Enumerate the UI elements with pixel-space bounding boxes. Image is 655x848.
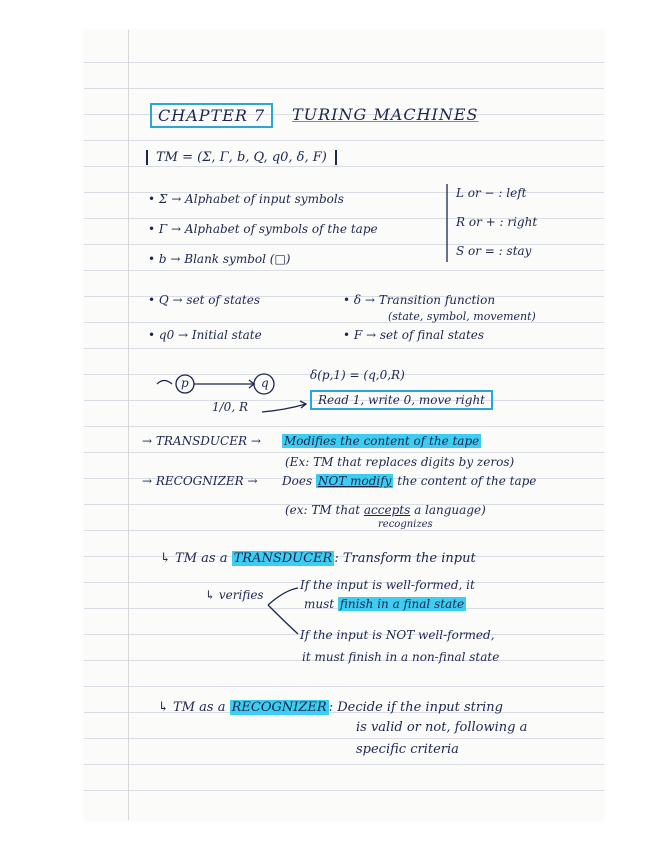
nwf-line2: it must finish in a non-final state	[302, 650, 500, 664]
symbol-gamma: • Γ → Alphabet of symbols of the tape	[148, 222, 378, 236]
states-f: • F → set of final states	[343, 328, 485, 342]
tm-verifies: ↳ verifies	[205, 588, 264, 602]
state-q-label: q	[261, 376, 269, 390]
symbol-sigma: • Σ → Alphabet of input symbols	[148, 192, 344, 206]
verifies-branch-down	[268, 605, 298, 634]
recognizer-example-note: recognizes	[378, 519, 433, 530]
tm-transducer-pre: ↳ TM as a	[160, 551, 228, 566]
state-p-label: p	[181, 376, 189, 390]
recognizer-example-accepts: accepts	[363, 503, 411, 517]
tm-recognizer-pre: ↳ TM as a	[158, 700, 226, 715]
move-left: L or − : left	[456, 186, 527, 200]
recognizer-desc-pre: Does	[282, 474, 313, 488]
transducer-label: → TRANSDUCER →	[142, 434, 261, 448]
transducer-example: (Ex: TM that replaces digits by zeros)	[285, 455, 515, 469]
states-q0: • q0 → Initial state	[148, 328, 262, 342]
chapter-label: CHAPTER 7	[150, 103, 273, 128]
states-delta-note: (state, symbol, movement)	[388, 310, 536, 323]
transition-meaning: Read 1, write 0, move right	[310, 390, 493, 410]
tm-recognizer-post: : Decide if the input string	[328, 700, 503, 715]
transducer-desc: Modifies the content of the tape	[284, 434, 480, 448]
tm-definition: TM = (Σ, Γ, b, Q, q0, δ, F)	[146, 150, 337, 165]
recognizer-example-pre: (ex: TM that	[285, 503, 361, 517]
symbol-blank: • b → Blank symbol (□)	[148, 252, 291, 266]
transition-formula: δ(p,1) = (q,0,R)	[310, 368, 405, 382]
tm-transducer-key: TRANSDUCER	[233, 551, 333, 566]
nwf-line1: If the input is NOT well-formed,	[300, 628, 495, 642]
wf-line1: If the input is well-formed, it	[300, 578, 475, 592]
edge-label: 1/0, R	[212, 400, 248, 414]
tm-recognizer-line2: is valid or not, following a	[356, 720, 528, 735]
wf-line2-hl: finish in a final state	[339, 597, 465, 611]
wf-line2-pre: must	[304, 597, 335, 611]
states-q: • Q → set of states	[148, 293, 261, 307]
state-q-circle	[254, 374, 274, 394]
verifies-branch-up	[268, 588, 298, 605]
tm-recognizer-line3: specific criteria	[356, 742, 459, 757]
tm-transducer-post: : Transform the input	[334, 551, 476, 566]
move-right: R or + : right	[456, 215, 538, 229]
start-arrow	[157, 381, 172, 385]
chapter-title: TURING MACHINES	[292, 105, 479, 124]
recognizer-label: → RECOGNIZER →	[142, 474, 258, 488]
label-arrow	[262, 404, 306, 412]
recognizer-desc-not: NOT modify	[317, 474, 392, 488]
states-delta: • δ → Transition function	[343, 293, 496, 307]
move-stay: S or = : stay	[456, 244, 532, 258]
recognizer-desc-post: the content of the tape	[397, 474, 537, 488]
state-p-circle	[176, 375, 194, 393]
tm-recognizer-key: RECOGNIZER	[231, 700, 327, 715]
recognizer-example-post: a language)	[414, 503, 486, 517]
